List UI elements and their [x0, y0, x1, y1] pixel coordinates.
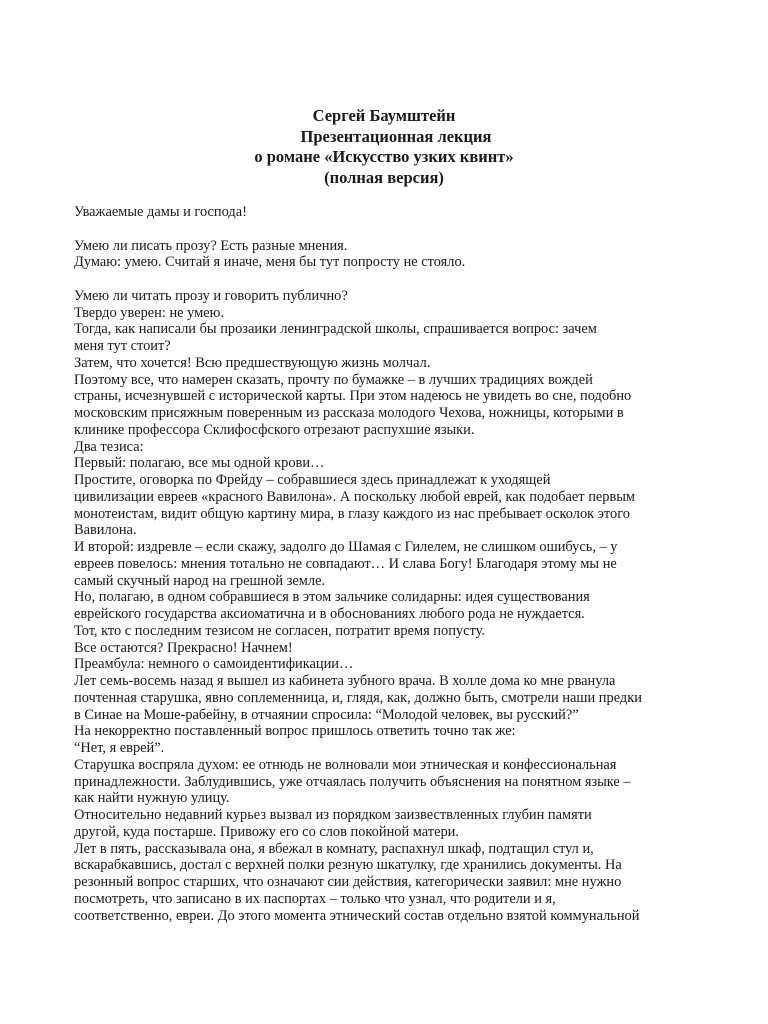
text-line: Думаю: умею. Считай я иначе, меня бы тут попросту не стояло. [74, 254, 466, 271]
text-line: Лет семь-восемь назад я вышел из кабинета зубного врача. В холле дома ко мне рванула [74, 673, 616, 689]
text-line: Затем, что хочется! Всю предшествующую жизнь молчал. [74, 354, 431, 371]
document-title-block [0, 106, 768, 188]
text-line: Но, полагаю, в одном собравшиеся в этом зальчике солидарны: идея существования [74, 589, 590, 606]
text-line: Старушка воспряла духом: ее отнюдь не волновали мои этническая и конфессиональная [74, 756, 617, 773]
text-line: Первый: полагаю, все мы одной крови… [74, 455, 325, 472]
text-line: как найти нужную улицу. [74, 790, 230, 807]
text-line: “Нет, я еврей”. [74, 740, 165, 756]
author-name: Сергей Баумштейн [312, 106, 456, 125]
text-line: Относительно недавний курьез вызвал из порядком заизвествленных глубин памяти [74, 807, 592, 823]
text-line: в Синае на Моше-рабейну, в отчаянии спросила: “Молодой человек, вы русский?” [74, 706, 579, 723]
text-line: другой, куда постарше. Привожу его со слов покойной матери. [74, 823, 459, 840]
text-line: Два тезиса: [74, 438, 144, 455]
text-line: Все остаются? Прекрасно! Начнем! [74, 639, 293, 656]
text-line: Вавилона. [74, 522, 137, 539]
text-line: соответственно, евреи. До этого момента этнический состав отдельно взятой коммунальной [74, 907, 640, 924]
text-line: Поэтому все, что намерен сказать, прочту по бумажке – в лучших традициях вождей [74, 371, 593, 388]
text-line: Преамбула: немного о самоидентификации… [74, 656, 354, 673]
lecture-subject: о романе «Искусство узких квинт» [254, 147, 514, 166]
text-line: Простите, оговорка по Фрейду – собравшиеся здесь принадлежат к уходящей [74, 472, 551, 488]
text-line: резонный вопрос старших, что означают сии действия, категорически заявил: мне нужно [74, 874, 622, 890]
text-line: Тогда, как написали бы прозаики ленинградской школы, спрашивается вопрос: зачем [74, 321, 597, 338]
lecture-type: Презентационная лекция [300, 126, 492, 146]
text-line: клинике профессора Склифосфского отрезают распухшие языки. [74, 421, 475, 438]
text-line: самый скучный народ на грешной земле. [74, 572, 326, 589]
blank-line [74, 271, 698, 288]
text-line: Твердо уверен: не умею. [74, 304, 224, 321]
text-line: И второй: издревле – если скажу, задолго до Шамая с Гилелем, не слишком ошибусь, – у [74, 539, 618, 555]
text-line: вскарабкавшись, достал с верхней полки резную шкатулку, где хранились документы. На [74, 857, 622, 874]
text-line: Лет в пять, рассказывала она, я вбежал в комнату, распахнул шкаф, подтащил стул и, [74, 840, 594, 857]
text-line: монотеистам, видит общую картину мира, в глазу каждого из нас пребывает осколок этого [74, 505, 630, 522]
text-line: принадлежности. Заблудившись, уже отчаялась получить объяснения на понятном языке – [74, 773, 631, 790]
text-line: Умею ли писать прозу? Есть разные мнения. [74, 237, 348, 254]
text-line: Умею ли читать прозу и говорить публично? [74, 287, 348, 304]
text-line: почтенная старушка, явно соплеменница, и, глядя, как, должно быть, смотрели наши предки [74, 689, 642, 706]
text-line: цивилизации евреев «красного Вавилона». А поскольку любой еврей, как подобает первым [74, 488, 636, 505]
text-line: страны, исчезнувшей с исторической карты. При этом надеюсь не увидеть во сне, подобно [74, 388, 632, 405]
text-line: меня тут стоит? [74, 338, 171, 354]
text-line: московским присяжным поверенным из рассказа молодого Чехова, ножницы, которыми в [74, 405, 624, 421]
text-line: Тот, кто с последним тезисом не согласен, потратит время попусту. [74, 622, 485, 639]
version-note: (полная версия) [324, 167, 444, 187]
text-line: На некорректно поставленный вопрос пришлось ответить точно так же: [74, 723, 516, 740]
text-line: Уважаемые дамы и господа! [74, 204, 247, 220]
blank-line [74, 221, 698, 238]
text-line: посмотреть, что записано в их паспортах – только что узнал, что родители и я, [74, 890, 556, 907]
document-body [74, 204, 698, 924]
text-line: евреев повелось: мнения тотально не совпадают… И слава Богу! Благодаря этому мы не [74, 555, 617, 572]
text-line: еврейского государства аксиоматична и в обоснованиях любого рода не нуждается. [74, 606, 585, 622]
